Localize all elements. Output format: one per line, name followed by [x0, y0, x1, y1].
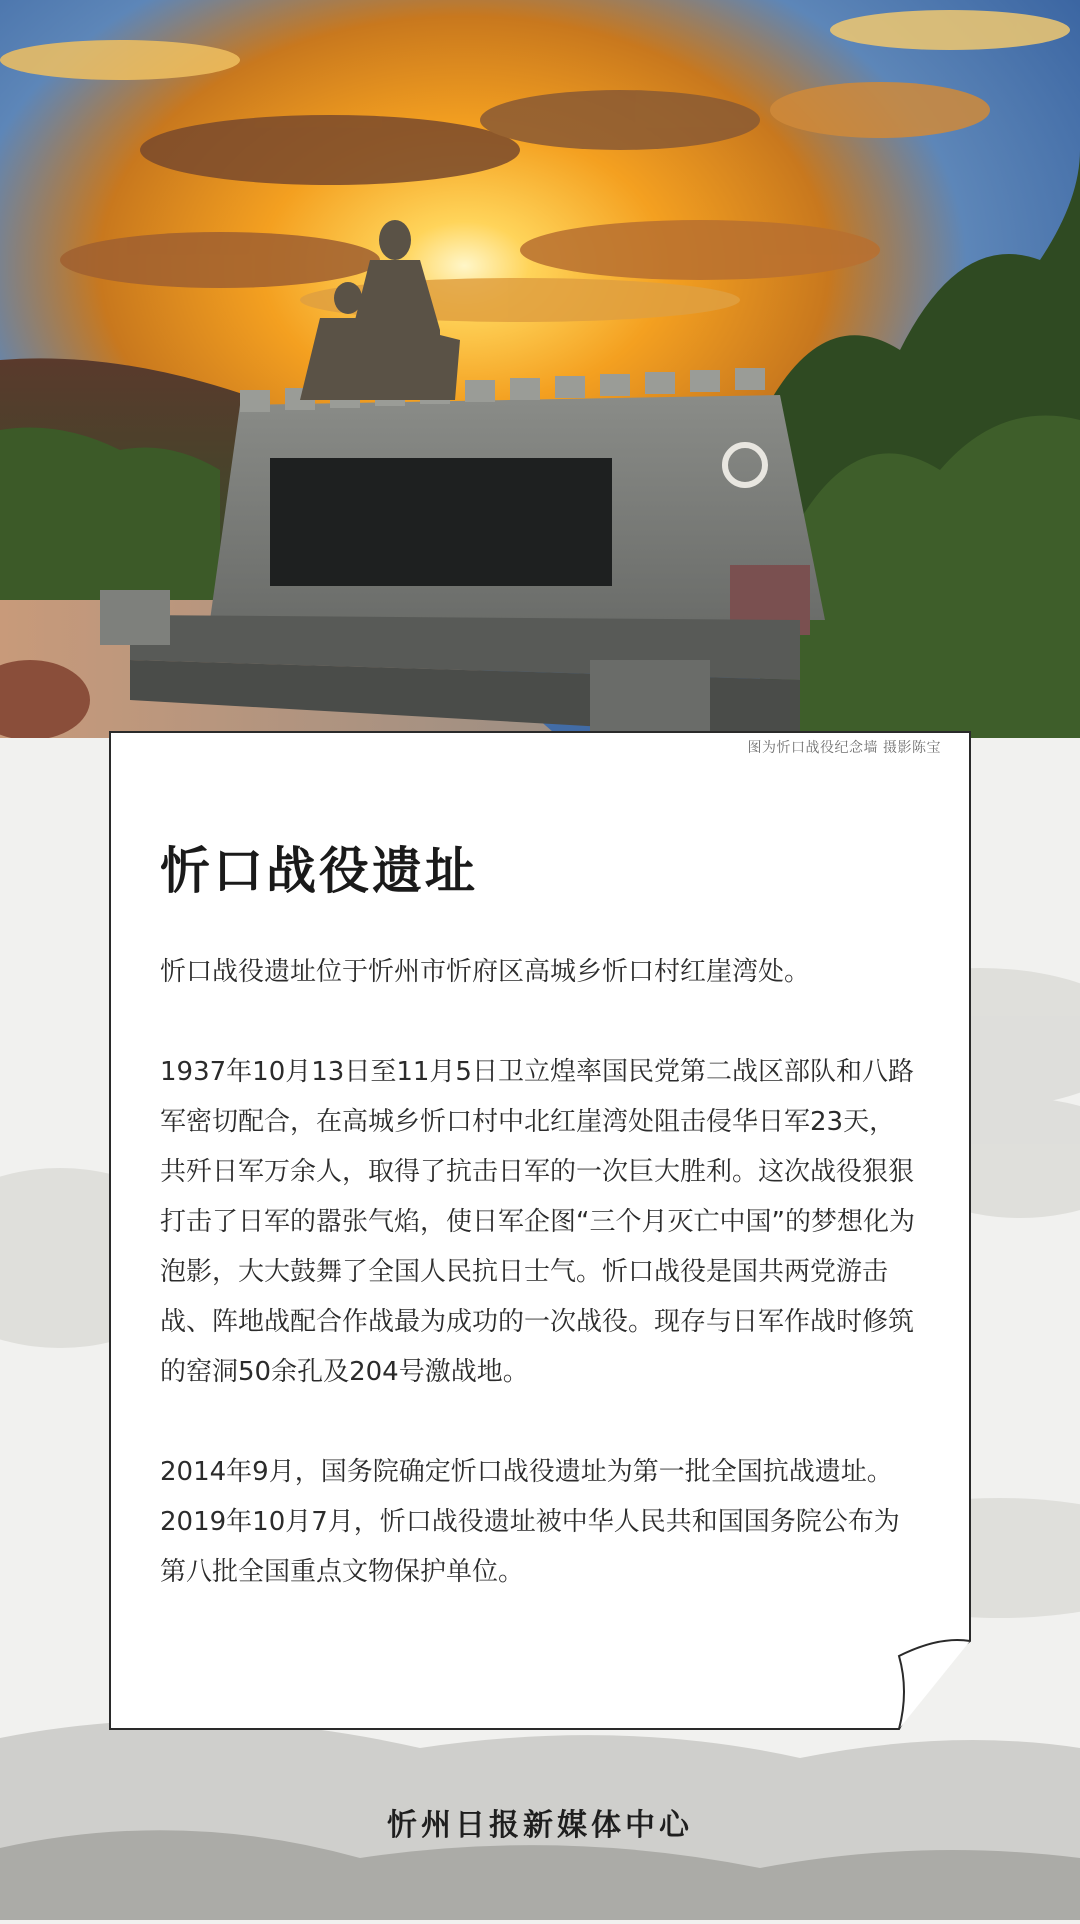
article-body: [160, 947, 920, 1597]
article-card: [109, 731, 971, 1730]
article-paragraph: 2014年9月，国务院确定忻口战役遗址为第一批全国抗战遗址。2019年10月7月，忻口战役遗址被中华人民共和国国务院公布为第八批全国重点文物保护单位。: [160, 1457, 900, 1587]
article-paragraph: 1937年10月13日至11月5日卫立煌率国民党第二战区部队和八路军密切配合，在高城乡忻口村中北红崖湾处阻击侵华日军23天，共歼日军万余人，取得了抗击日军的一次巨大胜利。这次战役狠狠打击了日军的嚣张气焰，使日军企图“三个月灭亡中国”的梦想化为泡影，大大鼓舞了全国人民抗日士气。忻口战役是国共两党游击战、阵地战配合作战最为成功的一次战役。现存与日军作战时修筑的窑洞50余孔及204号激战地。: [160, 1057, 915, 1387]
hero-photo: [0, 0, 1080, 738]
article-paragraph: 忻口战役遗址位于忻州市忻府区高城乡忻口村红崖湾处。: [160, 957, 811, 987]
article-title: 忻口战役遗址: [160, 842, 478, 900]
photo-caption: 图为忻口战役纪念墙 摄影陈宝: [747, 740, 941, 756]
footer-credit: 忻州日报新媒体中心: [387, 1808, 693, 1843]
